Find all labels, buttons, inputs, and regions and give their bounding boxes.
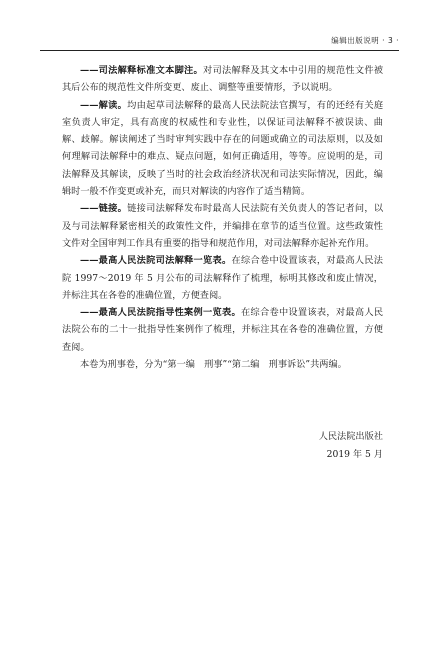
term-heading: ——最高人民法院司法解释一览表。 (80, 255, 232, 267)
running-header: 编辑出版说明 · 3 · (331, 36, 399, 45)
paragraph-text: 在综合卷中设置该表，对最高人民法院公布的二十一批指导性案例作了梳理，并标注其在各卷的准确位置，方便查阅。 (62, 307, 384, 353)
paragraph-text: 对司法解释及其文本中引用的规范性文件被其后公布的规范性文件所变更、废止、调整等重要情形，予以说明。 (62, 65, 384, 94)
paragraph-footnote (62, 62, 383, 97)
term-heading: ——解读。 (80, 99, 128, 111)
body-text (62, 62, 383, 373)
page-header (40, 34, 399, 51)
paragraph-text: 链接司法解释发布时最高人民法院有关负责人的答记者问，以及与司法解释紧密相关的政策性文件，并编排在章节的适当位置。这些政策性文件对全国审判工作具有重要的指导和规范作用，对司法解释亦起补充作用。 (62, 203, 384, 249)
paragraph-text: 本卷为刑事卷，分为“第一编 刑事”“第二编 刑事诉讼”共两编。 (80, 359, 347, 371)
paragraph-text: 在综合卷中设置该表，对最高人民法院 1997～2019 年 5 月公布的司法解释作了梳理，标明其修改和废止情况，并标注其在各卷的准确位置，方便查阅。 (62, 255, 383, 301)
paragraph-interpretation (62, 97, 383, 201)
term-heading: ——链接。 (80, 203, 128, 215)
publisher-name: 人民法院出版社 (318, 431, 383, 442)
publish-date: 2019 年 5 月 (326, 448, 383, 460)
paragraph-text: 均由起草司法解释的最高人民法院法官撰写，有的还经有关庭室负责人审定，具有高度的权威性和专业性，以保证司法解释不被误读、曲解、歧解。解读阐述了当时审判实践中存在的问题或确立的司法原则，以及如何理解司法解释中的难点、疑点问题，如何正确适用，等等。应说明的是，司法解释及其解读，反映了当时的社会政治经济状况和司法实际情况，因此，编辑时一般不作变更或补充，而只对解读的内容作了适当精简。 (62, 99, 384, 198)
paragraph-judicial-table (62, 252, 383, 304)
paragraph-link (62, 200, 383, 252)
term-heading: ——司法解释标准文本脚注。 (80, 65, 204, 76)
term-heading: ——最高人民法院指导性案例一览表。 (80, 307, 241, 319)
paragraph-case-table (62, 304, 383, 356)
signature-block (319, 428, 383, 463)
paragraph-volume-note (62, 356, 383, 373)
